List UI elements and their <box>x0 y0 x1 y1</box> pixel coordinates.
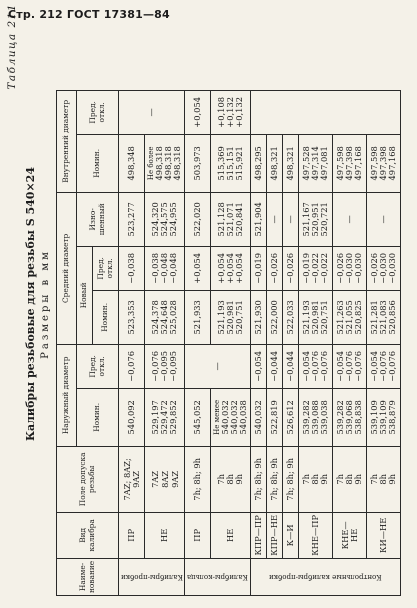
cell-text: +0,054 +0,054 +0,054 <box>216 252 244 284</box>
cell-field: 7AZ; 8AZ; 9AZ <box>119 446 145 512</box>
cell-outer-nom: 526,612 <box>283 388 299 446</box>
group-cell-rings <box>185 558 251 595</box>
cell-outer-nom <box>367 388 401 446</box>
header-new: Новый <box>77 246 93 344</box>
group-label-control: Контрольные калибры-пробки <box>269 572 382 581</box>
table-subtitle: Размеры в мм <box>40 249 51 359</box>
cell-field: 7h; 8h; 9h <box>185 446 211 512</box>
cell-middle-nom: 521,930 <box>251 290 267 344</box>
cell-outer-nom: 540,032 <box>251 388 267 446</box>
table-row <box>299 90 333 595</box>
cell-inner-tol: +0,054 <box>185 90 211 134</box>
cell-text: 7h 8h 9h <box>369 474 397 485</box>
cell-outer-nom: 522,819 <box>267 388 283 446</box>
cell-outer-tol <box>333 344 367 388</box>
cell-text: 521,167 520,951 520,721 <box>301 202 329 237</box>
cell-inner-nom <box>145 134 185 192</box>
cell-kind: ПР <box>185 512 211 558</box>
cell-text: 539,109 539,109 538,879 <box>369 400 397 435</box>
cell-worn: — <box>283 192 299 246</box>
cell-kind: КПР—НЕ <box>267 512 283 558</box>
cell-field: 7h; 8h; 9h <box>251 446 267 512</box>
header-middle-diameter: Средний диаметр <box>57 192 77 344</box>
cell-middle-nom <box>145 290 185 344</box>
header-inner-tol: Пред. откл. <box>77 90 119 134</box>
cell-outer-nom: 540,092 <box>119 388 145 446</box>
table-row <box>267 90 283 595</box>
cell-outer-nom: 545,052 <box>185 388 211 446</box>
header-inner-diameter: Внутренний диаметр <box>57 90 77 192</box>
cell-worn: 521,904 <box>251 192 267 246</box>
cell-outer-tol: −0,044 <box>267 344 283 388</box>
cell-outer-tol <box>367 344 401 388</box>
cell-worn <box>211 192 251 246</box>
header-outer-nom: Номин. <box>77 388 119 446</box>
cell-middle-tol: −0,026 <box>267 246 283 290</box>
cell-text: — <box>344 215 354 224</box>
cell-text: 521,193 520,981 520,751 <box>216 300 244 335</box>
cell-text: −0,019 −0,022 −0,022 <box>301 252 329 284</box>
cell-text: −0,026 −0,030 −0,030 <box>369 252 397 284</box>
cell-field <box>145 446 185 512</box>
cell-kind: К—И <box>283 512 299 558</box>
cell-inner-nom: 498,321 <box>283 134 299 192</box>
table-title: Калибры резьбовые для резьбы S 540×24 <box>24 167 37 441</box>
cell-middle-nom <box>299 290 333 344</box>
page-header: Стр. 212 ГОСТ 17381—84 <box>8 8 170 21</box>
cell-text: — <box>378 215 388 224</box>
cell-worn: 522,020 <box>185 192 211 246</box>
group-label-rings: Калибры-кольца <box>187 572 248 581</box>
cell-inner-nom: 503,973 <box>185 134 211 192</box>
cell-field <box>367 446 401 512</box>
cell-field <box>333 446 367 512</box>
cell-middle-tol: −0,019 <box>251 246 267 290</box>
cell-text: 521,281 521,083 520,856 <box>369 300 397 335</box>
cell-outer-nom <box>333 388 367 446</box>
cell-text: −0,038 −0,048 −0,048 <box>150 252 178 284</box>
cell-text: 529,197 529,472 529,852 <box>150 400 178 435</box>
cell-text: 539,282 539,068 538,838 <box>335 400 363 435</box>
cell-middle-tol <box>211 246 251 290</box>
cell-field: 7h; 8h; 9h <box>267 446 283 512</box>
cell-text: 497,598 497,398 497,168 <box>369 146 397 181</box>
cell-inner-nom <box>367 134 401 192</box>
cell-text: −0,054 −0,076 −0,076 <box>369 350 397 382</box>
cell-outer-tol <box>299 344 333 388</box>
header-outer-tol: Пред. откл. <box>77 344 119 388</box>
cell-middle-nom <box>367 290 401 344</box>
cell-text: 524,378 524,648 525,028 <box>150 300 178 335</box>
cell-middle-tol <box>367 246 401 290</box>
not-more-note: Не более <box>147 146 155 181</box>
cell-field <box>299 446 333 512</box>
cell-text: 497,528 497,314 497,081 <box>301 146 329 181</box>
cell-text: 539,282 539,088 539,038 <box>301 400 329 435</box>
header-middle-tol: Пред. откл. <box>93 246 119 290</box>
table-row <box>185 90 211 595</box>
cell-text: −0,054 −0,076 −0,076 <box>335 350 363 382</box>
cell-middle-nom <box>211 290 251 344</box>
cell-worn <box>299 192 333 246</box>
cell-text: −0,026 −0,030 −0,030 <box>335 252 363 284</box>
table-row <box>333 90 367 595</box>
cell-middle-tol <box>333 246 367 290</box>
cell-text: 515,369 515,151 515,921 <box>216 146 244 181</box>
header-middle-nom: Номин. <box>93 290 119 344</box>
cell-inner-nom: 498,348 <box>119 134 145 192</box>
cell-outer-tol <box>145 344 185 388</box>
cell-middle-tol: −0,026 <box>283 246 299 290</box>
cell-outer-nom <box>299 388 333 446</box>
table-row <box>283 90 299 595</box>
cell-inner-tol <box>211 90 251 134</box>
cell-text: 521,128 521,071 520,841 <box>216 202 244 237</box>
cell-inner-nom <box>211 134 251 192</box>
table-row <box>211 90 251 595</box>
cell-field: 7h; 8h; 9h <box>283 446 299 512</box>
cell-text: 7h 8h 9h <box>301 474 329 485</box>
cell-outer-tol: −0,076 <box>119 344 145 388</box>
table-number: Таблица 211 <box>6 3 18 90</box>
cell-outer-tol: −0,044 <box>283 344 299 388</box>
not-less-note: Не менее <box>213 399 221 435</box>
cell-worn <box>333 192 367 246</box>
table-row <box>251 90 267 595</box>
group-label-plugs: Калибры-пробки <box>120 572 183 581</box>
cell-field <box>211 446 251 512</box>
cell-inner-tol <box>251 90 401 134</box>
table-row <box>119 90 145 595</box>
cell-middle-nom: 522,033 <box>283 290 299 344</box>
cell-text: +0,108 +0,132 +0,132 <box>216 96 244 128</box>
cell-middle-tol: −0,038 <box>119 246 145 290</box>
cell-inner-nom <box>333 134 367 192</box>
cell-inner-tol: — <box>119 90 185 134</box>
cell-worn: 523,277 <box>119 192 145 246</box>
cell-text: 497,598 497,398 497,168 <box>335 146 363 181</box>
header-outer-diameter: Наружный диаметр <box>57 344 77 446</box>
cell-kind: КПР—ПР <box>251 512 267 558</box>
cell-middle-nom <box>333 290 367 344</box>
cell-kind: ПР <box>119 512 145 558</box>
header-field: Поле допуска резьбы <box>57 446 119 512</box>
cell-text: −0,076 −0,095 −0,095 <box>150 350 178 382</box>
cell-middle-nom: 522,000 <box>267 290 283 344</box>
cell-text: 7h 8h 9h <box>335 474 363 485</box>
cell-worn <box>367 192 401 246</box>
cell-text: 498,318 498,318 498,318 <box>154 146 182 181</box>
cell-kind: НЕ <box>145 512 185 558</box>
cell-text: 7AZ 8AZ 9AZ <box>149 470 180 488</box>
cell-middle-tol <box>299 246 333 290</box>
cell-text: 521,263 521,055 520,825 <box>335 300 363 335</box>
cell-inner-nom <box>299 134 333 192</box>
cell-outer-nom <box>145 388 185 446</box>
cell-kind: НЕ <box>211 512 251 558</box>
thread-gauge-table <box>56 90 401 596</box>
cell-middle-tol: +0,054 <box>185 246 211 290</box>
cell-text: 521,193 520,981 520,751 <box>301 300 329 335</box>
table-row <box>367 90 401 595</box>
cell-worn <box>145 192 185 246</box>
cell-middle-nom: 523,353 <box>119 290 145 344</box>
cell-kind: КНЕ—НЕ <box>333 512 367 558</box>
cell-outer-nom <box>211 388 251 446</box>
cell-outer-tol: −0,054 <box>251 344 267 388</box>
cell-kind: КИ—НЕ <box>367 512 401 558</box>
cell-text: 7h 8h 9h <box>216 474 244 485</box>
cell-inner-nom: 498,321 <box>267 134 283 192</box>
cell-inner-nom: 498,295 <box>251 134 267 192</box>
group-cell-plugs <box>119 558 185 595</box>
cell-middle-nom: 521,933 <box>185 290 211 344</box>
cell-kind: КНЕ—ПР <box>299 512 333 558</box>
cell-middle-tol <box>145 246 185 290</box>
header-kind: Вид калибра <box>57 512 119 558</box>
header-inner-nom: Номин. <box>77 134 119 192</box>
header-name: Наиме-нование <box>57 558 119 595</box>
cell-text: −0,054 −0,076 −0,076 <box>301 350 329 382</box>
group-cell-control <box>251 558 401 595</box>
cell-text: 524,320 524,575 524,955 <box>150 202 178 237</box>
header-worn: Изно-шенный <box>77 192 119 246</box>
cell-outer-tol: — <box>185 344 251 388</box>
table-row <box>145 90 185 595</box>
cell-text: 540,032 540,032 540,038 <box>220 400 248 435</box>
cell-worn: — <box>267 192 283 246</box>
